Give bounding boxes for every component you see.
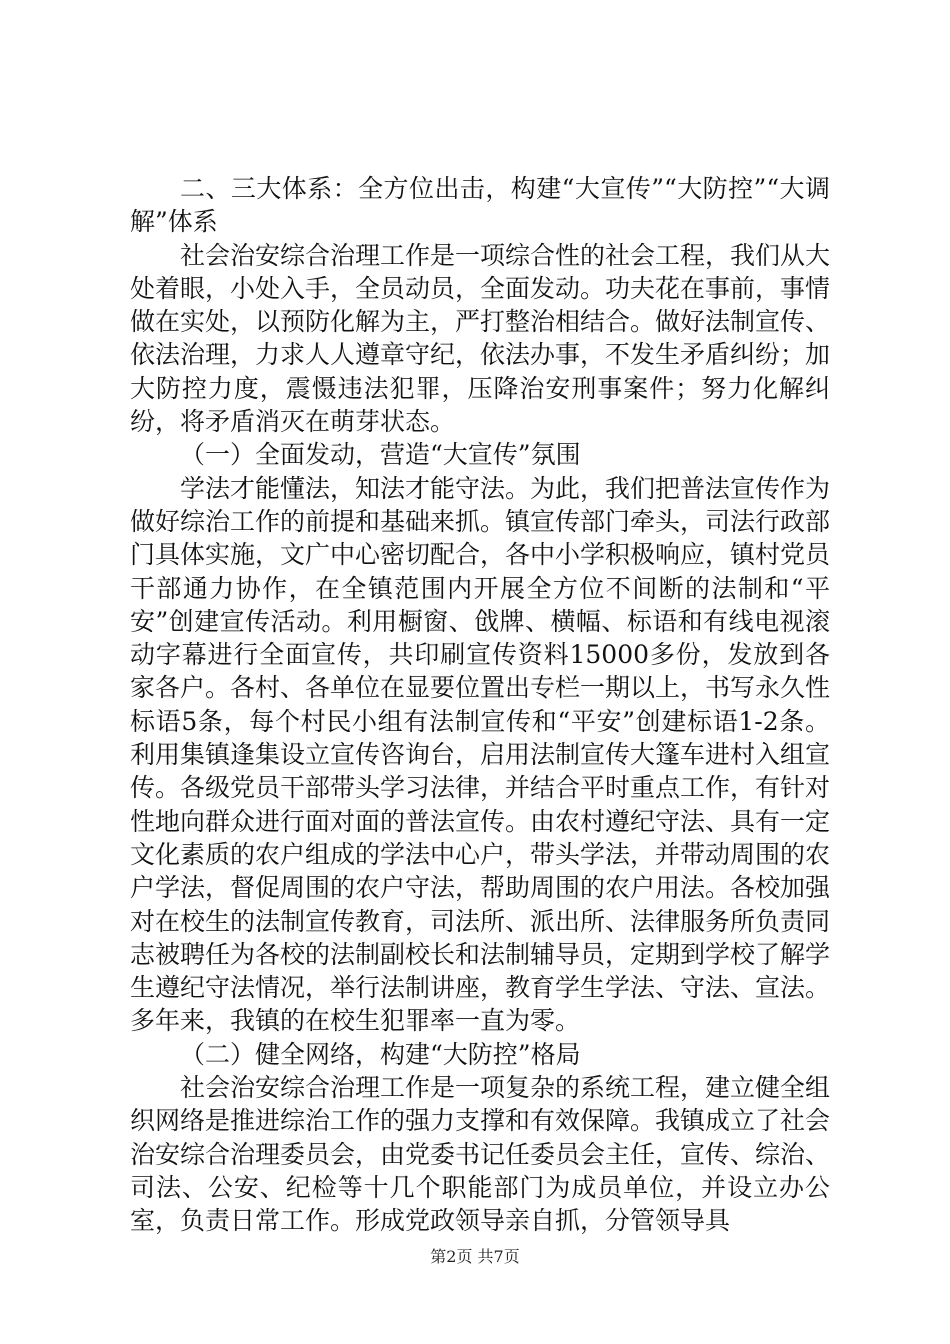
document-body xyxy=(130,172,830,1238)
section-heading-three-systems: 二、三大体系：全方位出击，构建“大宣传”“大防控”“大调解”体系 xyxy=(130,174,830,237)
paragraph-publicity: 学法才能懂法，知法才能守法。为此，我们把普法宣传作为做好综治工作的前提和基础来抓。镇宣传部门牵头，司法行政部门具体实施，文广中心密切配合，各中小学积极响应，镇村党员干部通力协作，在全镇范围内开展全方位不间断的法制和“平安”创建宣传活动。利用橱窗、戗牌、横幅、标语和有线电视滚动字幕进行全面宣传，共印刷宣传资料15000多份，发放到各家各户。各村、各单位在显要位置出专栏一期以上，书写永久性标语5条，每个村民小组有法制宣传和“平安”创建标语1-2条。利用集镇逢集设立宣传咨询台，启用法制宣传大篷车进村入组宣传。各级党员干部带头学习法律，并结合平时重点工作，有针对性地向群众进行面对面的普法宣传。由农村遵纪守法、具有一定文化素质的农户组成的学法中心户，带头学法，并带动周围的农户学法，督促周围的农户守法，帮助周围的农户用法。各校加强对在校生的法制宣传教育，司法所、派出所、法律服务所负责同志被聘任为各校的法制副校长和法制辅导员，定期到学校了解学生遵纪守法情况，举行法制讲座，教育学生学法、守法、宣法。多年来，我镇的在校生犯罪率一直为零。 xyxy=(130,473,831,1036)
subheading-prevention: （二）健全网络，构建“大防控”格局 xyxy=(180,1039,581,1069)
subheading-publicity: （一）全面发动，营造“大宣传”氛围 xyxy=(180,440,581,470)
page-number-footer: 第2页 共7页 xyxy=(430,1247,520,1266)
paragraph-overview: 社会治安综合治理工作是一项综合性的社会工程，我们从大处着眼，小处入手，全员动员，全面发动。功夫花在事前，事情做在实处，以预防化解为主，严打整治相结合。做好法制宣传、依法治理，力求人人遵章守纪，依法办事，不发生矛盾纠纷；加大防控力度，震慑违法犯罪，压降治安刑事案件；努力化解纠纷，将矛盾消灭在萌芽状态。 xyxy=(130,240,831,437)
paragraph-prevention: 社会治安综合治理工作是一项复杂的系统工程，建立健全组织网络是推进综治工作的强力支撑和有效保障。我镇成立了社会治安综合治理委员会，由党委书记任委员会主任，宣传、综治、司法、公安、纪检等十几个职能部门为成员单位，并设立办公室，负责日常工作。形成党政领导亲自抓，分管领导具 xyxy=(130,1073,831,1236)
